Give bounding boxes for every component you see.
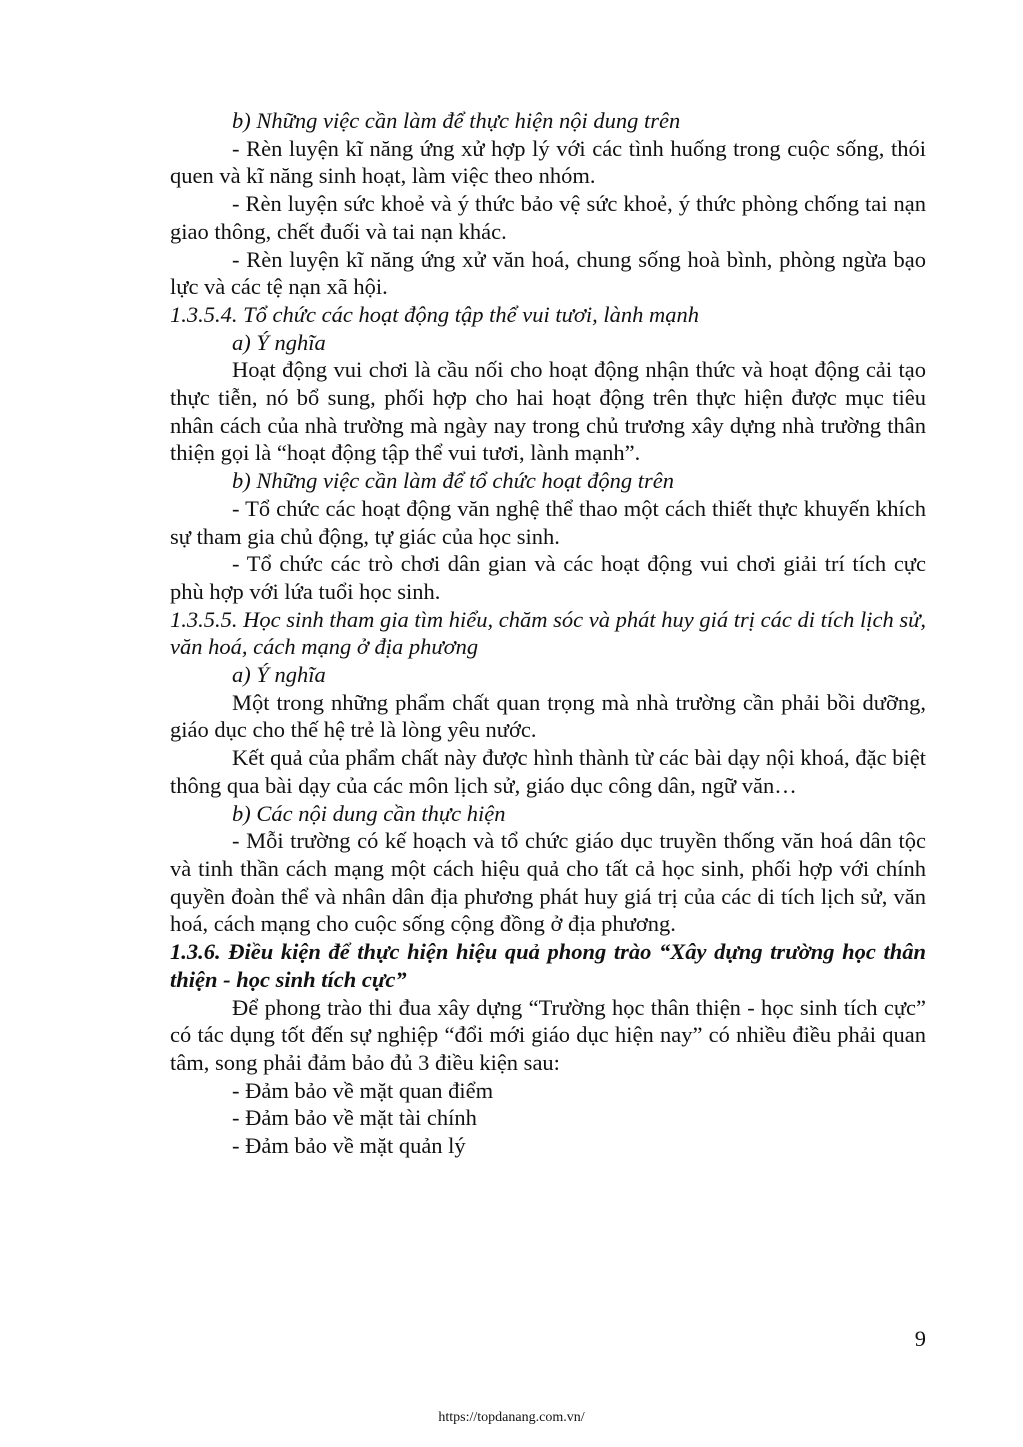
paragraph: - Tổ chức các hoạt động văn nghệ thể thao một cách thiết thực khuyến khích sự tham gia chủ động, tự giác của học sinh. — [170, 495, 926, 549]
list-item: - Đảm bảo về mặt tài chính — [232, 1105, 477, 1131]
subheading: b) Những việc cần làm để thực hiện nội dung trên — [232, 108, 681, 133]
main-heading: 1.3.6. Điều kiện để thực hiện hiệu quả phong trào “Xây dựng trường học thân thiện - học sinh tích cực” — [170, 939, 926, 992]
subheading: a) Ý nghĩa — [232, 662, 326, 688]
paragraph: - Tổ chức các trò chơi dân gian và các hoạt động vui chơi giải trí tích cực phù hợp với lứa tuổi học sinh. — [170, 551, 926, 604]
paragraph: Một trong những phẩm chất quan trọng mà nhà trường cần phải bồi dưỡng, giáo dục cho thế hệ trẻ là lòng yêu nước. — [170, 689, 926, 743]
paragraph: - Mỗi trường có kế hoạch và tổ chức giáo dục truyền thống văn hoá dân tộc và tinh thần cách mạng một cách hiệu quả cho tất cả học sinh, phối hợp với chính quyền đoàn thể và nhân dân địa phương phát huy giá trị của các di tích lịch sử, văn hoá, cách mạng cho cuộc sống cộng đồng ở địa phương. — [170, 828, 926, 937]
paragraph: Để phong trào thi đua xây dựng “Trường học thân thiện - học sinh tích cực” có tác dụng tốt đến sự nghiệp “đổi mới giáo dục hiện nay” có nhiều điều phải quan tâm, song phải đảm bảo đủ 3 điều kiện sau: — [170, 994, 926, 1075]
page-body — [170, 107, 926, 1160]
footer-url: https://topdanang.com.vn/ — [438, 1410, 585, 1425]
paragraph: - Rèn luyện sức khoẻ và ý thức bảo vệ sức khoẻ, ý thức phòng chống tai nạn giao thông, chết đuối và tai nạn khác. — [170, 191, 926, 244]
section-heading: 1.3.5.4. Tổ chức các hoạt động tập thể vui tươi, lành mạnh — [170, 301, 699, 327]
subheading: b) Các nội dung cần thực hiện — [232, 800, 506, 826]
paragraph: - Rèn luyện kĩ năng ứng xử hợp lý với các tình huống trong cuộc sống, thói quen và kĩ năng sinh hoạt, làm việc theo nhóm. — [170, 135, 926, 189]
subheading: b) Những việc cần làm để tổ chức hoạt động trên — [232, 468, 674, 494]
list-item: - Đảm bảo về mặt quản lý — [232, 1133, 466, 1159]
section-heading: 1.3.5.5. Học sinh tham gia tìm hiểu, chăm sóc và phát huy giá trị các di tích lịch sử, văn hoá, cách mạng ở địa phương — [170, 606, 926, 660]
paragraph: Kết quả của phẩm chất này được hình thành từ các bài dạy nội khoá, đặc biệt thông qua bài dạy của các môn lịch sử, giáo dục công dân, ngữ văn… — [170, 745, 926, 798]
paragraph: - Rèn luyện kĩ năng ứng xử văn hoá, chung sống hoà bình, phòng ngừa bạo lực và các tệ nạn xã hội. — [170, 246, 926, 300]
paragraph: Hoạt động vui chơi là cầu nối cho hoạt động nhận thức và hoạt động cải tạo thực tiễn, nó bổ sung, phối hợp cho hai hoạt động trên thực hiện được mục tiêu nhân cách của nhà trường mà ngày nay trong chủ trương xây dựng nhà trường thân thiện gọi là “hoạt động tập thể vui tươi, lành mạnh”. — [170, 357, 926, 466]
subheading: a) Ý nghĩa — [232, 329, 326, 355]
page-number: 9 — [914, 1326, 926, 1351]
list-item: - Đảm bảo về mặt quan điểm — [232, 1077, 494, 1103]
